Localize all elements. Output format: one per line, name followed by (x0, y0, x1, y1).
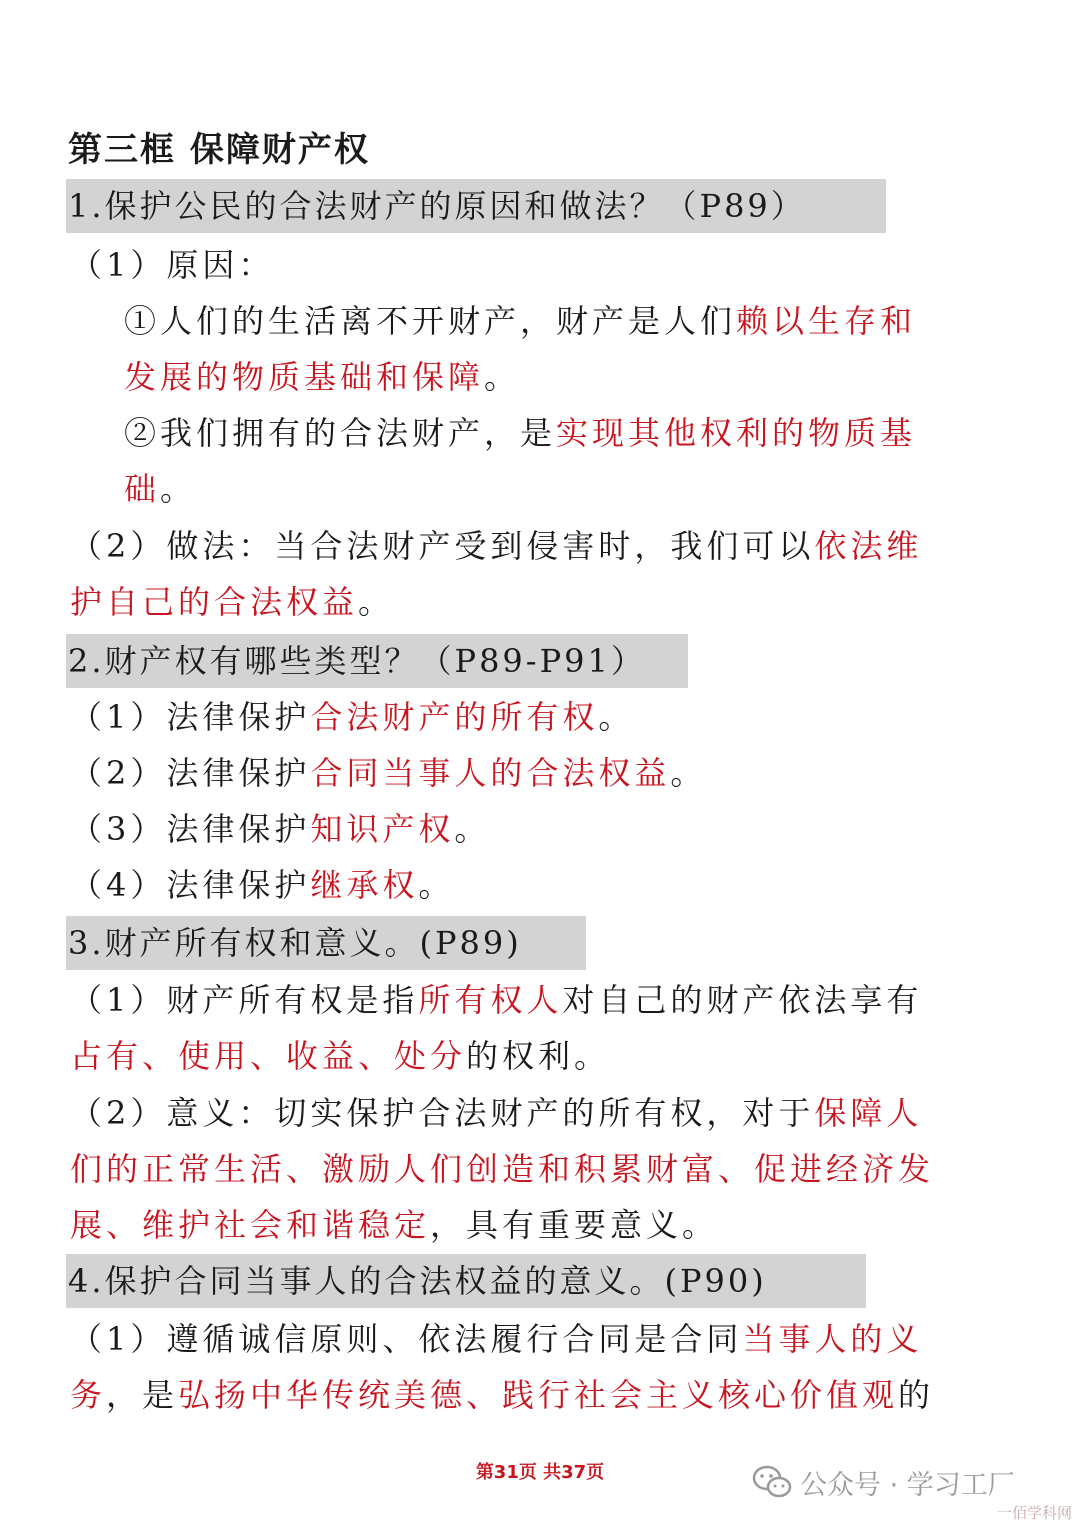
q4-line-2: 务，是弘扬中华传统美德、践行社会主义核心价值观的 (70, 1376, 935, 1414)
q4-line-1: （1）遵循诚信原则、依法履行合同是合同当事人的义 (70, 1320, 923, 1358)
page-number: 第31页 共37页 (475, 1462, 605, 1483)
q1-line-4: ②我们拥有的合法财产，是实现其他权利的物质基 (124, 414, 917, 452)
question-4-title: 4.保护合同当事人的合法权益的意义。(P90) (66, 1254, 866, 1308)
q3-line-2: 占有、使用、收益、处分的权利。 (70, 1037, 611, 1075)
q1-line-7: 护自己的合法权益。 (70, 583, 395, 621)
corner-watermark: 一佰学科网 (996, 1504, 1072, 1522)
q1-line-5: 础。 (124, 470, 197, 508)
q3-line-5: 展、维护社会和谐稳定，具有重要意义。 (70, 1206, 719, 1244)
watermark-text: 公众号 · 学习工厂 (800, 1469, 1015, 1501)
wechat-icon (752, 1465, 792, 1499)
question-2-title: 2.财产权有哪些类型？（P89-P91） (66, 634, 688, 688)
q3-line-3: （2）意义：切实保护合法财产的所有权，对于保障人 (70, 1094, 923, 1132)
question-3-title: 3.财产所有权和意义。(P89) (66, 916, 586, 970)
q1-line-3: 发展的物质基础和保障。 (124, 358, 521, 396)
q1-line-1: （1）原因： (70, 246, 275, 284)
question-1-title: 1.保护公民的合法财产的原因和做法？（P89） (66, 179, 886, 233)
q1-line-2: ①人们的生活离不开财产，财产是人们赖以生存和 (124, 302, 917, 340)
q1-line-6: （2）做法：当合法财产受到侵害时，我们可以依法维 (70, 527, 923, 565)
watermark (752, 1462, 1015, 1502)
q2-item-4: （4）法律保护继承权。 (70, 866, 455, 904)
q3-line-1: （1）财产所有权是指所有权人对自己的财产依法享有 (70, 981, 923, 1019)
frame-title: 第三框 保障财产权 (68, 130, 370, 170)
q2-item-3: （3）法律保护知识产权。 (70, 810, 491, 848)
q2-item-1: （1）法律保护合法财产的所有权。 (70, 698, 635, 736)
q2-item-2: （2）法律保护合同当事人的合法权益。 (70, 754, 707, 792)
q3-line-4: 们的正常生活、激励人们创造和积累财富、促进经济发 (70, 1150, 935, 1188)
